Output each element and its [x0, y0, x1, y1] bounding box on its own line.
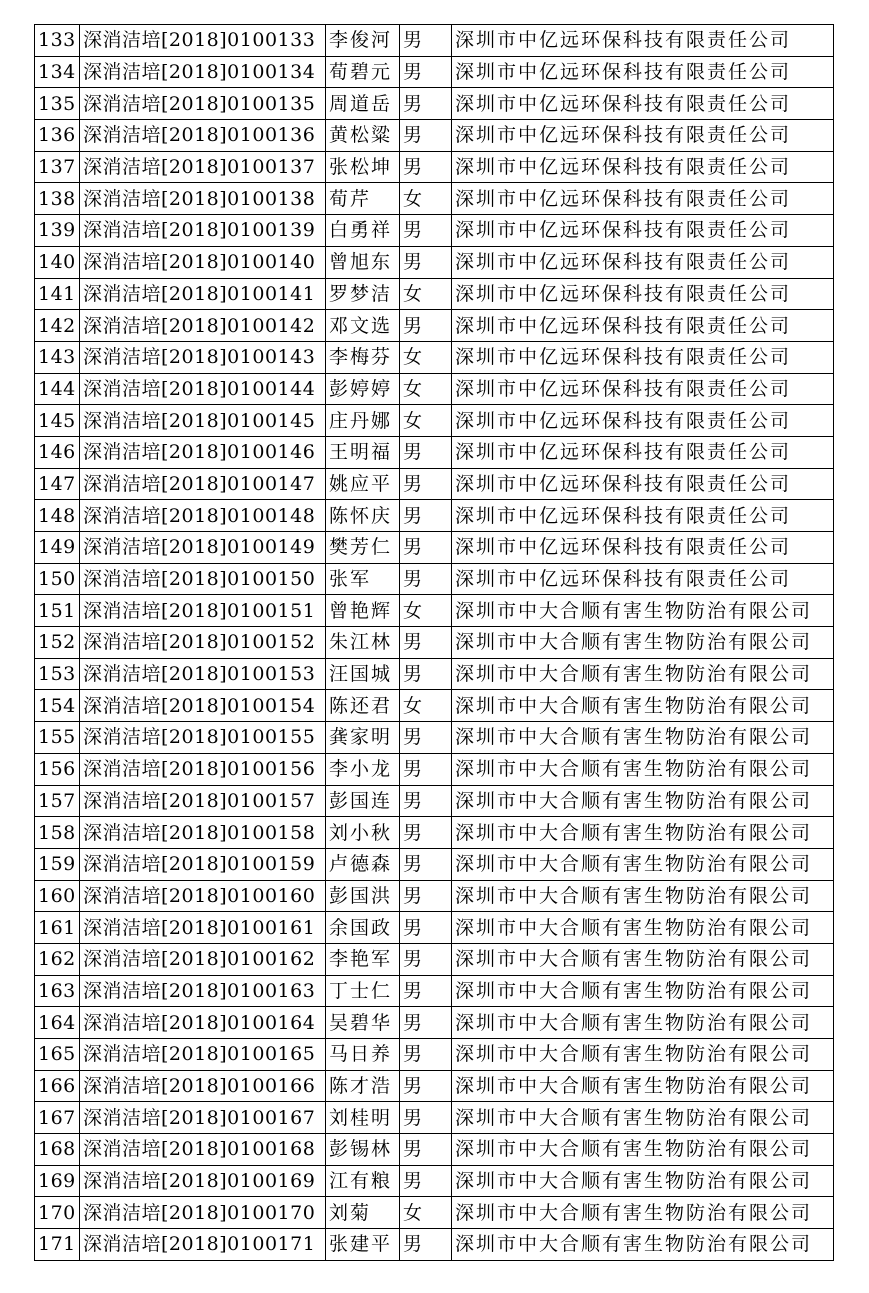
gender-cell: 女 [400, 690, 452, 722]
table-row [35, 912, 834, 944]
company-name-cell: 深圳市中亿远环保科技有限责任公司 [452, 183, 834, 215]
row-number-cell: 168 [35, 1134, 80, 1166]
company-name-cell: 深圳市中大合顺有害生物防治有限公司 [452, 1134, 834, 1166]
gender-cell: 男 [400, 1039, 452, 1071]
company-name-cell: 深圳市中亿远环保科技有限责任公司 [452, 563, 834, 595]
row-number-cell: 171 [35, 1229, 80, 1261]
certificate-number-cell: 深消洁培[2018]0100151 [80, 595, 326, 627]
gender-cell: 男 [400, 943, 452, 975]
gender-cell: 男 [400, 1102, 452, 1134]
gender-cell: 男 [400, 56, 452, 88]
person-name-cell: 丁士仁 [326, 975, 400, 1007]
row-number-cell: 147 [35, 468, 80, 500]
table-row [35, 1070, 834, 1102]
company-name-cell: 深圳市中亿远环保科技有限责任公司 [452, 436, 834, 468]
company-name-cell: 深圳市中亿远环保科技有限责任公司 [452, 151, 834, 183]
gender-cell: 男 [400, 1070, 452, 1102]
company-name-cell: 深圳市中大合顺有害生物防治有限公司 [452, 595, 834, 627]
table-row [35, 1102, 834, 1134]
table-row [35, 183, 834, 215]
company-name-cell: 深圳市中亿远环保科技有限责任公司 [452, 468, 834, 500]
table-row [35, 627, 834, 659]
company-name-cell: 深圳市中亿远环保科技有限责任公司 [452, 88, 834, 120]
certificate-number-cell: 深消洁培[2018]0100147 [80, 468, 326, 500]
certificate-number-cell: 深消洁培[2018]0100140 [80, 246, 326, 278]
gender-cell: 女 [400, 405, 452, 437]
row-number-cell: 138 [35, 183, 80, 215]
certificate-number-cell: 深消洁培[2018]0100150 [80, 563, 326, 595]
row-number-cell: 144 [35, 373, 80, 405]
person-name-cell: 樊芳仁 [326, 532, 400, 564]
person-name-cell: 荀芹 [326, 183, 400, 215]
certificate-number-cell: 深消洁培[2018]0100161 [80, 912, 326, 944]
company-name-cell: 深圳市中大合顺有害生物防治有限公司 [452, 848, 834, 880]
table-row [35, 151, 834, 183]
certificate-number-cell: 深消洁培[2018]0100164 [80, 1007, 326, 1039]
person-name-cell: 龚家明 [326, 722, 400, 754]
row-number-cell: 148 [35, 500, 80, 532]
gender-cell: 男 [400, 563, 452, 595]
person-name-cell: 王明福 [326, 436, 400, 468]
person-name-cell: 庄丹娜 [326, 405, 400, 437]
company-name-cell: 深圳市中大合顺有害生物防治有限公司 [452, 1229, 834, 1261]
person-name-cell: 陈还君 [326, 690, 400, 722]
certificate-number-cell: 深消洁培[2018]0100160 [80, 880, 326, 912]
certificate-number-cell: 深消洁培[2018]0100165 [80, 1039, 326, 1071]
gender-cell: 男 [400, 310, 452, 342]
person-name-cell: 卢德森 [326, 848, 400, 880]
certificate-number-cell: 深消洁培[2018]0100168 [80, 1134, 326, 1166]
company-name-cell: 深圳市中大合顺有害生物防治有限公司 [452, 912, 834, 944]
certificate-number-cell: 深消洁培[2018]0100159 [80, 848, 326, 880]
company-name-cell: 深圳市中亿远环保科技有限责任公司 [452, 373, 834, 405]
row-number-cell: 133 [35, 25, 80, 57]
gender-cell: 男 [400, 246, 452, 278]
certificate-number-cell: 深消洁培[2018]0100139 [80, 215, 326, 247]
company-name-cell: 深圳市中大合顺有害生物防治有限公司 [452, 785, 834, 817]
row-number-cell: 135 [35, 88, 80, 120]
certificate-number-cell: 深消洁培[2018]0100155 [80, 722, 326, 754]
person-name-cell: 彭锡林 [326, 1134, 400, 1166]
row-number-cell: 141 [35, 278, 80, 310]
gender-cell: 男 [400, 848, 452, 880]
row-number-cell: 163 [35, 975, 80, 1007]
table-row [35, 943, 834, 975]
company-name-cell: 深圳市中大合顺有害生物防治有限公司 [452, 1007, 834, 1039]
table-row [35, 1229, 834, 1261]
company-name-cell: 深圳市中大合顺有害生物防治有限公司 [452, 658, 834, 690]
person-name-cell: 曾旭东 [326, 246, 400, 278]
certificate-number-cell: 深消洁培[2018]0100142 [80, 310, 326, 342]
certificate-number-cell: 深消洁培[2018]0100154 [80, 690, 326, 722]
row-number-cell: 152 [35, 627, 80, 659]
person-name-cell: 余国政 [326, 912, 400, 944]
company-name-cell: 深圳市中亿远环保科技有限责任公司 [452, 341, 834, 373]
person-name-cell: 彭国洪 [326, 880, 400, 912]
gender-cell: 女 [400, 278, 452, 310]
certificate-number-cell: 深消洁培[2018]0100146 [80, 436, 326, 468]
table-row [35, 1039, 834, 1071]
gender-cell: 男 [400, 436, 452, 468]
company-name-cell: 深圳市中亿远环保科技有限责任公司 [452, 246, 834, 278]
person-name-cell: 邓文选 [326, 310, 400, 342]
row-number-cell: 166 [35, 1070, 80, 1102]
table-row [35, 1165, 834, 1197]
row-number-cell: 170 [35, 1197, 80, 1229]
row-number-cell: 162 [35, 943, 80, 975]
table-row [35, 500, 834, 532]
company-name-cell: 深圳市中亿远环保科技有限责任公司 [452, 500, 834, 532]
person-name-cell: 李梅芬 [326, 341, 400, 373]
row-number-cell: 155 [35, 722, 80, 754]
person-name-cell: 白勇祥 [326, 215, 400, 247]
company-name-cell: 深圳市中大合顺有害生物防治有限公司 [452, 1165, 834, 1197]
person-name-cell: 李艳军 [326, 943, 400, 975]
gender-cell: 男 [400, 880, 452, 912]
certificate-number-cell: 深消洁培[2018]0100157 [80, 785, 326, 817]
certificate-number-cell: 深消洁培[2018]0100167 [80, 1102, 326, 1134]
row-number-cell: 164 [35, 1007, 80, 1039]
table-row [35, 341, 834, 373]
row-number-cell: 151 [35, 595, 80, 627]
person-name-cell: 张松坤 [326, 151, 400, 183]
company-name-cell: 深圳市中大合顺有害生物防治有限公司 [452, 943, 834, 975]
table-row [35, 215, 834, 247]
table-row [35, 120, 834, 152]
certificate-number-cell: 深消洁培[2018]0100152 [80, 627, 326, 659]
row-number-cell: 139 [35, 215, 80, 247]
row-number-cell: 149 [35, 532, 80, 564]
gender-cell: 男 [400, 88, 452, 120]
row-number-cell: 165 [35, 1039, 80, 1071]
certificate-number-cell: 深消洁培[2018]0100149 [80, 532, 326, 564]
row-number-cell: 134 [35, 56, 80, 88]
person-name-cell: 江有粮 [326, 1165, 400, 1197]
certificate-number-cell: 深消洁培[2018]0100156 [80, 753, 326, 785]
company-name-cell: 深圳市中大合顺有害生物防治有限公司 [452, 627, 834, 659]
person-name-cell: 彭国连 [326, 785, 400, 817]
row-number-cell: 143 [35, 341, 80, 373]
person-name-cell: 马日养 [326, 1039, 400, 1071]
table-row [35, 88, 834, 120]
table-row [35, 468, 834, 500]
company-name-cell: 深圳市中亿远环保科技有限责任公司 [452, 278, 834, 310]
row-number-cell: 153 [35, 658, 80, 690]
company-name-cell: 深圳市中大合顺有害生物防治有限公司 [452, 880, 834, 912]
row-number-cell: 158 [35, 817, 80, 849]
table-row [35, 25, 834, 57]
certificate-number-cell: 深消洁培[2018]0100141 [80, 278, 326, 310]
certificate-number-cell: 深消洁培[2018]0100169 [80, 1165, 326, 1197]
person-name-cell: 朱江林 [326, 627, 400, 659]
gender-cell: 男 [400, 25, 452, 57]
row-number-cell: 150 [35, 563, 80, 595]
gender-cell: 女 [400, 341, 452, 373]
row-number-cell: 169 [35, 1165, 80, 1197]
company-name-cell: 深圳市中大合顺有害生物防治有限公司 [452, 690, 834, 722]
certificate-number-cell: 深消洁培[2018]0100171 [80, 1229, 326, 1261]
person-name-cell: 陈怀庆 [326, 500, 400, 532]
roster-table [34, 24, 834, 1261]
gender-cell: 男 [400, 658, 452, 690]
certificate-number-cell: 深消洁培[2018]0100136 [80, 120, 326, 152]
gender-cell: 男 [400, 532, 452, 564]
person-name-cell: 陈才浩 [326, 1070, 400, 1102]
certificate-number-cell: 深消洁培[2018]0100148 [80, 500, 326, 532]
certificate-number-cell: 深消洁培[2018]0100143 [80, 341, 326, 373]
certificate-number-cell: 深消洁培[2018]0100145 [80, 405, 326, 437]
company-name-cell: 深圳市中亿远环保科技有限责任公司 [452, 120, 834, 152]
gender-cell: 男 [400, 500, 452, 532]
gender-cell: 男 [400, 151, 452, 183]
certificate-number-cell: 深消洁培[2018]0100153 [80, 658, 326, 690]
person-name-cell: 姚应平 [326, 468, 400, 500]
person-name-cell: 刘小秋 [326, 817, 400, 849]
company-name-cell: 深圳市中大合顺有害生物防治有限公司 [452, 975, 834, 1007]
person-name-cell: 曾艳辉 [326, 595, 400, 627]
company-name-cell: 深圳市中大合顺有害生物防治有限公司 [452, 1070, 834, 1102]
gender-cell: 男 [400, 1007, 452, 1039]
person-name-cell: 黄松粱 [326, 120, 400, 152]
table-row [35, 532, 834, 564]
table-row [35, 310, 834, 342]
gender-cell: 男 [400, 817, 452, 849]
company-name-cell: 深圳市中大合顺有害生物防治有限公司 [452, 722, 834, 754]
table-row [35, 722, 834, 754]
company-name-cell: 深圳市中大合顺有害生物防治有限公司 [452, 817, 834, 849]
gender-cell: 男 [400, 215, 452, 247]
gender-cell: 男 [400, 753, 452, 785]
company-name-cell: 深圳市中大合顺有害生物防治有限公司 [452, 1197, 834, 1229]
row-number-cell: 136 [35, 120, 80, 152]
row-number-cell: 157 [35, 785, 80, 817]
table-row [35, 753, 834, 785]
certificate-number-cell: 深消洁培[2018]0100166 [80, 1070, 326, 1102]
certificate-number-cell: 深消洁培[2018]0100163 [80, 975, 326, 1007]
gender-cell: 男 [400, 1165, 452, 1197]
table-row [35, 436, 834, 468]
certificate-number-cell: 深消洁培[2018]0100137 [80, 151, 326, 183]
person-name-cell: 张军 [326, 563, 400, 595]
gender-cell: 男 [400, 468, 452, 500]
table-row [35, 405, 834, 437]
certificate-number-cell: 深消洁培[2018]0100133 [80, 25, 326, 57]
company-name-cell: 深圳市中亿远环保科技有限责任公司 [452, 25, 834, 57]
person-name-cell: 张建平 [326, 1229, 400, 1261]
gender-cell: 女 [400, 183, 452, 215]
company-name-cell: 深圳市中亿远环保科技有限责任公司 [452, 532, 834, 564]
gender-cell: 男 [400, 627, 452, 659]
company-name-cell: 深圳市中大合顺有害生物防治有限公司 [452, 1102, 834, 1134]
row-number-cell: 159 [35, 848, 80, 880]
table-row [35, 785, 834, 817]
row-number-cell: 137 [35, 151, 80, 183]
person-name-cell: 刘菊 [326, 1197, 400, 1229]
gender-cell: 男 [400, 912, 452, 944]
table-row [35, 880, 834, 912]
table-row [35, 56, 834, 88]
table-row [35, 817, 834, 849]
gender-cell: 男 [400, 785, 452, 817]
table-row [35, 690, 834, 722]
gender-cell: 女 [400, 1197, 452, 1229]
gender-cell: 男 [400, 1134, 452, 1166]
certificate-number-cell: 深消洁培[2018]0100170 [80, 1197, 326, 1229]
gender-cell: 女 [400, 373, 452, 405]
certificate-number-cell: 深消洁培[2018]0100158 [80, 817, 326, 849]
table-row [35, 278, 834, 310]
table-row [35, 1134, 834, 1166]
person-name-cell: 彭婷婷 [326, 373, 400, 405]
gender-cell: 女 [400, 595, 452, 627]
company-name-cell: 深圳市中亿远环保科技有限责任公司 [452, 56, 834, 88]
roster-table-body [35, 25, 834, 1261]
row-number-cell: 154 [35, 690, 80, 722]
gender-cell: 男 [400, 1229, 452, 1261]
table-row [35, 848, 834, 880]
person-name-cell: 罗梦洁 [326, 278, 400, 310]
company-name-cell: 深圳市中大合顺有害生物防治有限公司 [452, 753, 834, 785]
row-number-cell: 145 [35, 405, 80, 437]
person-name-cell: 汪国城 [326, 658, 400, 690]
table-row [35, 1197, 834, 1229]
table-row [35, 373, 834, 405]
certificate-number-cell: 深消洁培[2018]0100135 [80, 88, 326, 120]
certificate-number-cell: 深消洁培[2018]0100144 [80, 373, 326, 405]
certificate-number-cell: 深消洁培[2018]0100138 [80, 183, 326, 215]
table-row [35, 658, 834, 690]
person-name-cell: 吴碧华 [326, 1007, 400, 1039]
table-row [35, 1007, 834, 1039]
row-number-cell: 160 [35, 880, 80, 912]
gender-cell: 男 [400, 120, 452, 152]
person-name-cell: 李小龙 [326, 753, 400, 785]
gender-cell: 男 [400, 722, 452, 754]
table-row [35, 975, 834, 1007]
gender-cell: 男 [400, 975, 452, 1007]
company-name-cell: 深圳市中大合顺有害生物防治有限公司 [452, 1039, 834, 1071]
row-number-cell: 156 [35, 753, 80, 785]
row-number-cell: 142 [35, 310, 80, 342]
person-name-cell: 荀碧元 [326, 56, 400, 88]
table-row [35, 563, 834, 595]
company-name-cell: 深圳市中亿远环保科技有限责任公司 [452, 405, 834, 437]
row-number-cell: 167 [35, 1102, 80, 1134]
person-name-cell: 刘桂明 [326, 1102, 400, 1134]
company-name-cell: 深圳市中亿远环保科技有限责任公司 [452, 215, 834, 247]
company-name-cell: 深圳市中亿远环保科技有限责任公司 [452, 310, 834, 342]
certificate-number-cell: 深消洁培[2018]0100162 [80, 943, 326, 975]
table-row [35, 595, 834, 627]
table-row [35, 246, 834, 278]
person-name-cell: 李俊河 [326, 25, 400, 57]
row-number-cell: 146 [35, 436, 80, 468]
certificate-number-cell: 深消洁培[2018]0100134 [80, 56, 326, 88]
row-number-cell: 161 [35, 912, 80, 944]
row-number-cell: 140 [35, 246, 80, 278]
person-name-cell: 周道岳 [326, 88, 400, 120]
